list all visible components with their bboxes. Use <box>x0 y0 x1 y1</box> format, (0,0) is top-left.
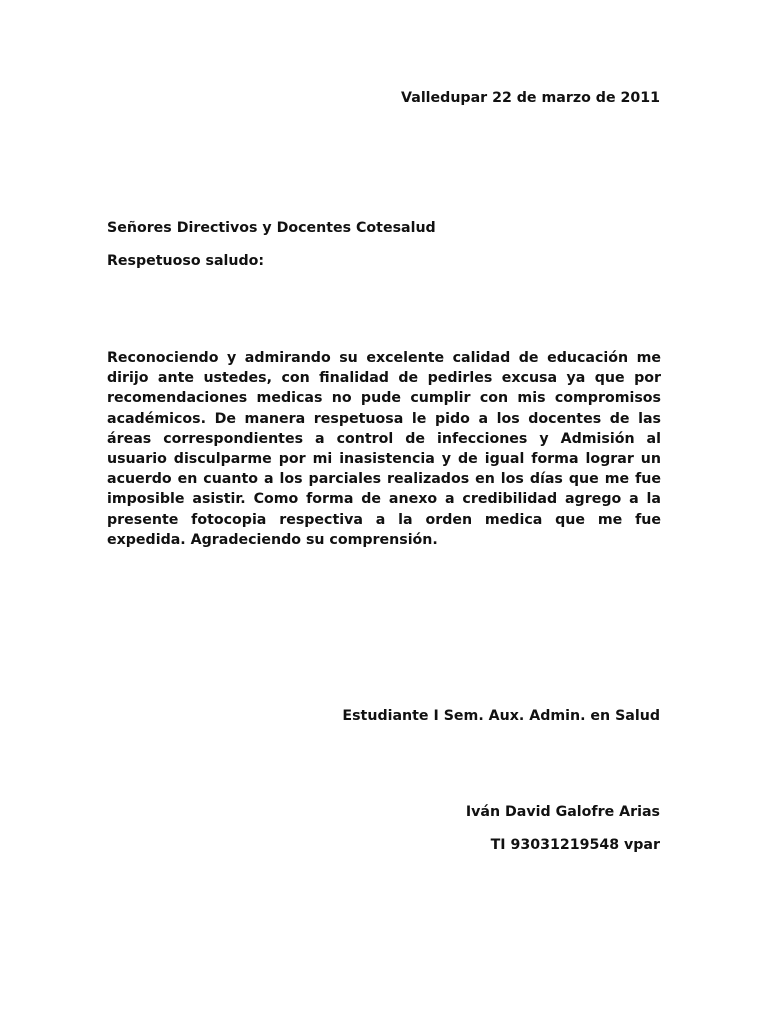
sender-id: TI 93031219548 vpar <box>490 837 660 853</box>
letter-body: Reconociendo y admirando su excelente calidad de educación me dirijo ante ustedes, con finalidad de pedirles excusa ya que por recomendaciones medicas no pude cumplir con mis compromisos académicos. De manera respetuosa le pido a los docentes de las áreas correspondientes a control de infecciones y Admisión al usuario disculparme por mi inasistencia y de igual forma lograr un acuerdo en cuanto a los parciales realizados en los días que me fue imposible asistir. Como forma de anexo a credibilidad agrego a la presente fotocopia respectiva a la orden medica que me fue expedida. Agradeciendo su comprensión. <box>107 350 661 548</box>
letter-greeting: Respetuoso saludo: <box>107 253 265 269</box>
sender-name: Iván David Galofre Arias <box>465 804 660 820</box>
sender-role: Estudiante I Sem. Aux. Admin. en Salud <box>342 708 660 724</box>
letter-date: Valledupar 22 de marzo de 2011 <box>401 90 660 106</box>
letter-recipient: Señores Directivos y Docentes Cotesalud <box>107 220 436 236</box>
